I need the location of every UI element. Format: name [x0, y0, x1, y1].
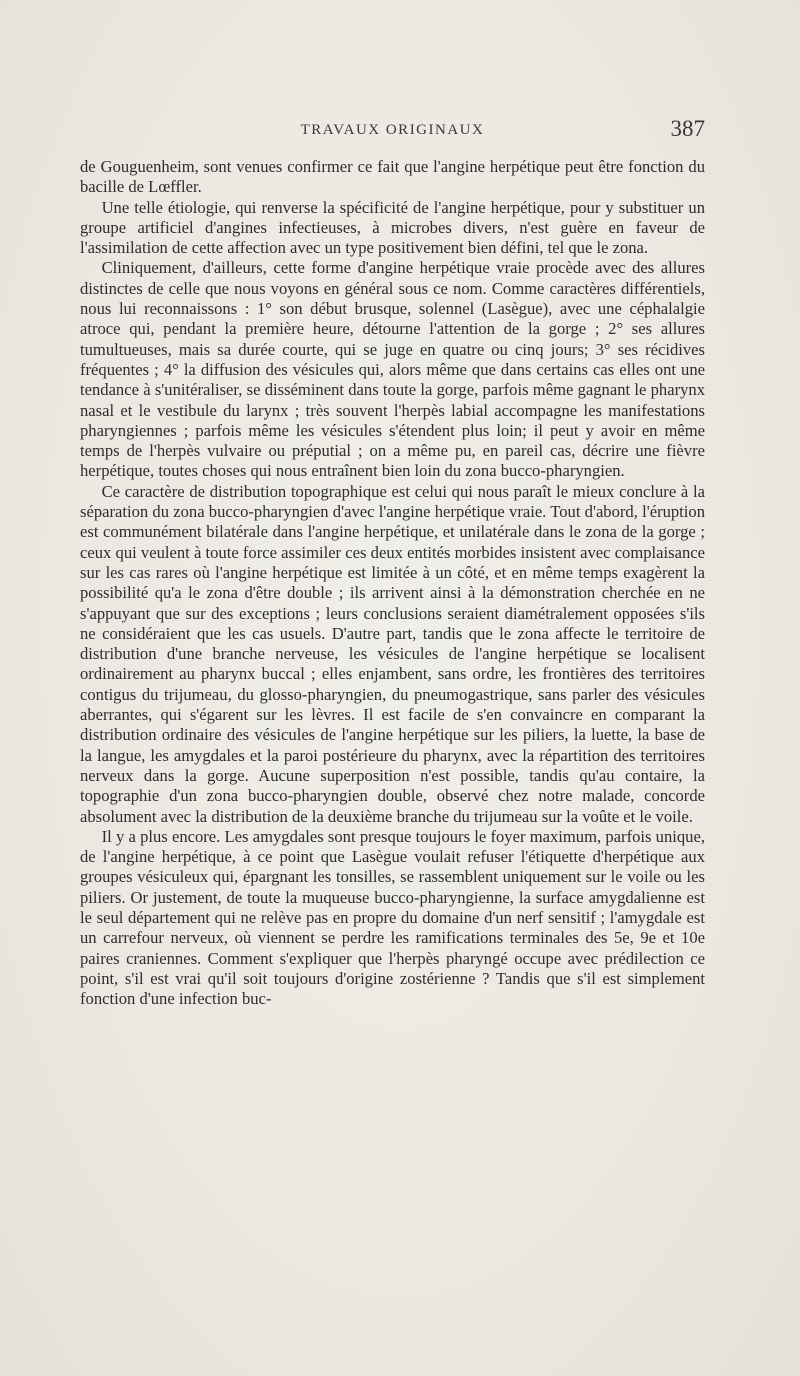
- page-number: 387: [670, 116, 705, 141]
- running-title: TRAVAUX ORIGINAUX: [300, 122, 485, 138]
- paragraph: Cliniquement, d'ailleurs, cette forme d'angine herpétique vraie procède avec des allures distinctes de celle que nous voyons en général sous ce nom. Comme caractères différentiels, nous lui reconnaissons : 1° son début brusque, solennel (Lasègue), avec une céphalalgie atroce qui, pendant la première heure, détourne l'attention de la gorge ; 2° ses allures tumultueuses, mais sa durée courte, qui se juge en quatre ou cinq jours; 3° ses récidives fréquentes ; 4° la diffusion des vésicules qui, alors même que dans certains cas elles ont une tendance à s'unitéraliser, se disséminent dans toute la gorge, parfois même gagnant le pharynx nasal et le vestibule du larynx ; très souvent l'herpès labial accompagne les manifestations pharyngiennes ; parfois même les vésicules s'étendent plus loin; il peut y avoir en même temps de l'herpès vulvaire ou préputial ; on a même pu, en pareil cas, décrire une fièvre herpétique, toutes choses qui nous entraînent bien loin du zona bucco-pharyngien.: [80, 258, 705, 481]
- page-header: [80, 118, 705, 148]
- paragraph: Ce caractère de distribution topographique est celui qui nous paraît le mieux conclure à la séparation du zona bucco-pharyngien d'avec l'angine herpétique vraie. Tout d'abord, l'éruption est communément bilatérale dans l'angine herpétique, et unilatérale dans le zona de la gorge ; ceux qui veulent à toute force assimiler ces deux entités morbides insistent avec complaisance sur les cas rares où l'angine herpétique est limitée à un côté, et en même temps exagèrent la possibilité qu'a le zona d'être double ; ils arrivent ainsi à la démonstration cherchée en ne s'appuyant que sur des exceptions ; leurs conclusions seraient diamétralement opposées s'ils ne considéraient que les cas usuels. D'autre part, tandis que le zona affecte le territoire de distribution d'une branche nerveuse, les vésicules de l'angine herpétique se localisent ordinairement au pharynx buccal ; elles enjambent, sans ordre, les frontières des territoires contigus du trijumeau, du glosso-pharyngien, du pneumogastrique, sans parler des vésicules aberrantes, qui s'égarent sur les lèvres. Il est facile de s'en convaincre en comparant la distribution ordinaire des vésicules de l'angine herpétique sur les piliers, la luette, la base de la langue, les amygdales et la paroi postérieure du pharynx, avec la répartition des territoires nerveux dans la gorge. Aucune superposition n'est possible, tandis qu'au contaire, la topographie d'un zona bucco-pharyngien double, observé chez notre malade, concorde absolument avec la distribution de la deuxième branche du trijumeau sur la voûte et le voile.: [80, 481, 705, 826]
- paragraph: de Gouguenheim, sont venues confirmer ce fait que l'angine herpétique peut être fonction du bacille de Lœffler.: [80, 157, 705, 197]
- body-text: [80, 157, 705, 1009]
- paragraph: Il y a plus encore. Les amygdales sont presque toujours le foyer maximum, parfois unique, de l'angine herpétique, à ce point que Lasègue voulait refuser l'étiquette d'herpétique aux groupes vésiculeux qui, épargnant les tonsilles, se rassemblent uniquement sur le voile ou les piliers. Or justement, de toute la muqueuse bucco-pharyngienne, la surface amygdalienne est le seul département qui ne relève pas en propre du domaine d'un nerf sensitif ; l'amygdale est un carrefour nerveux, où viennent se perdre les ramifications terminales des 5e, 9e et 10e paires craniennes. Comment s'expliquer que l'herpès pharyngé occupe avec prédilection ce point, s'il est vrai qu'il soit toujours d'origine zostérienne ? Tandis que s'il est simplement fonction d'une infection buc-: [80, 826, 705, 1009]
- paragraph: Une telle étiologie, qui renverse la spécificité de l'angine herpétique, pour y substituer un groupe artificiel d'angines infectieuses, à microbes divers, n'est guère en faveur de l'assimilation de cette affection avec un type positivement bien défini, tel que le zona.: [80, 197, 705, 258]
